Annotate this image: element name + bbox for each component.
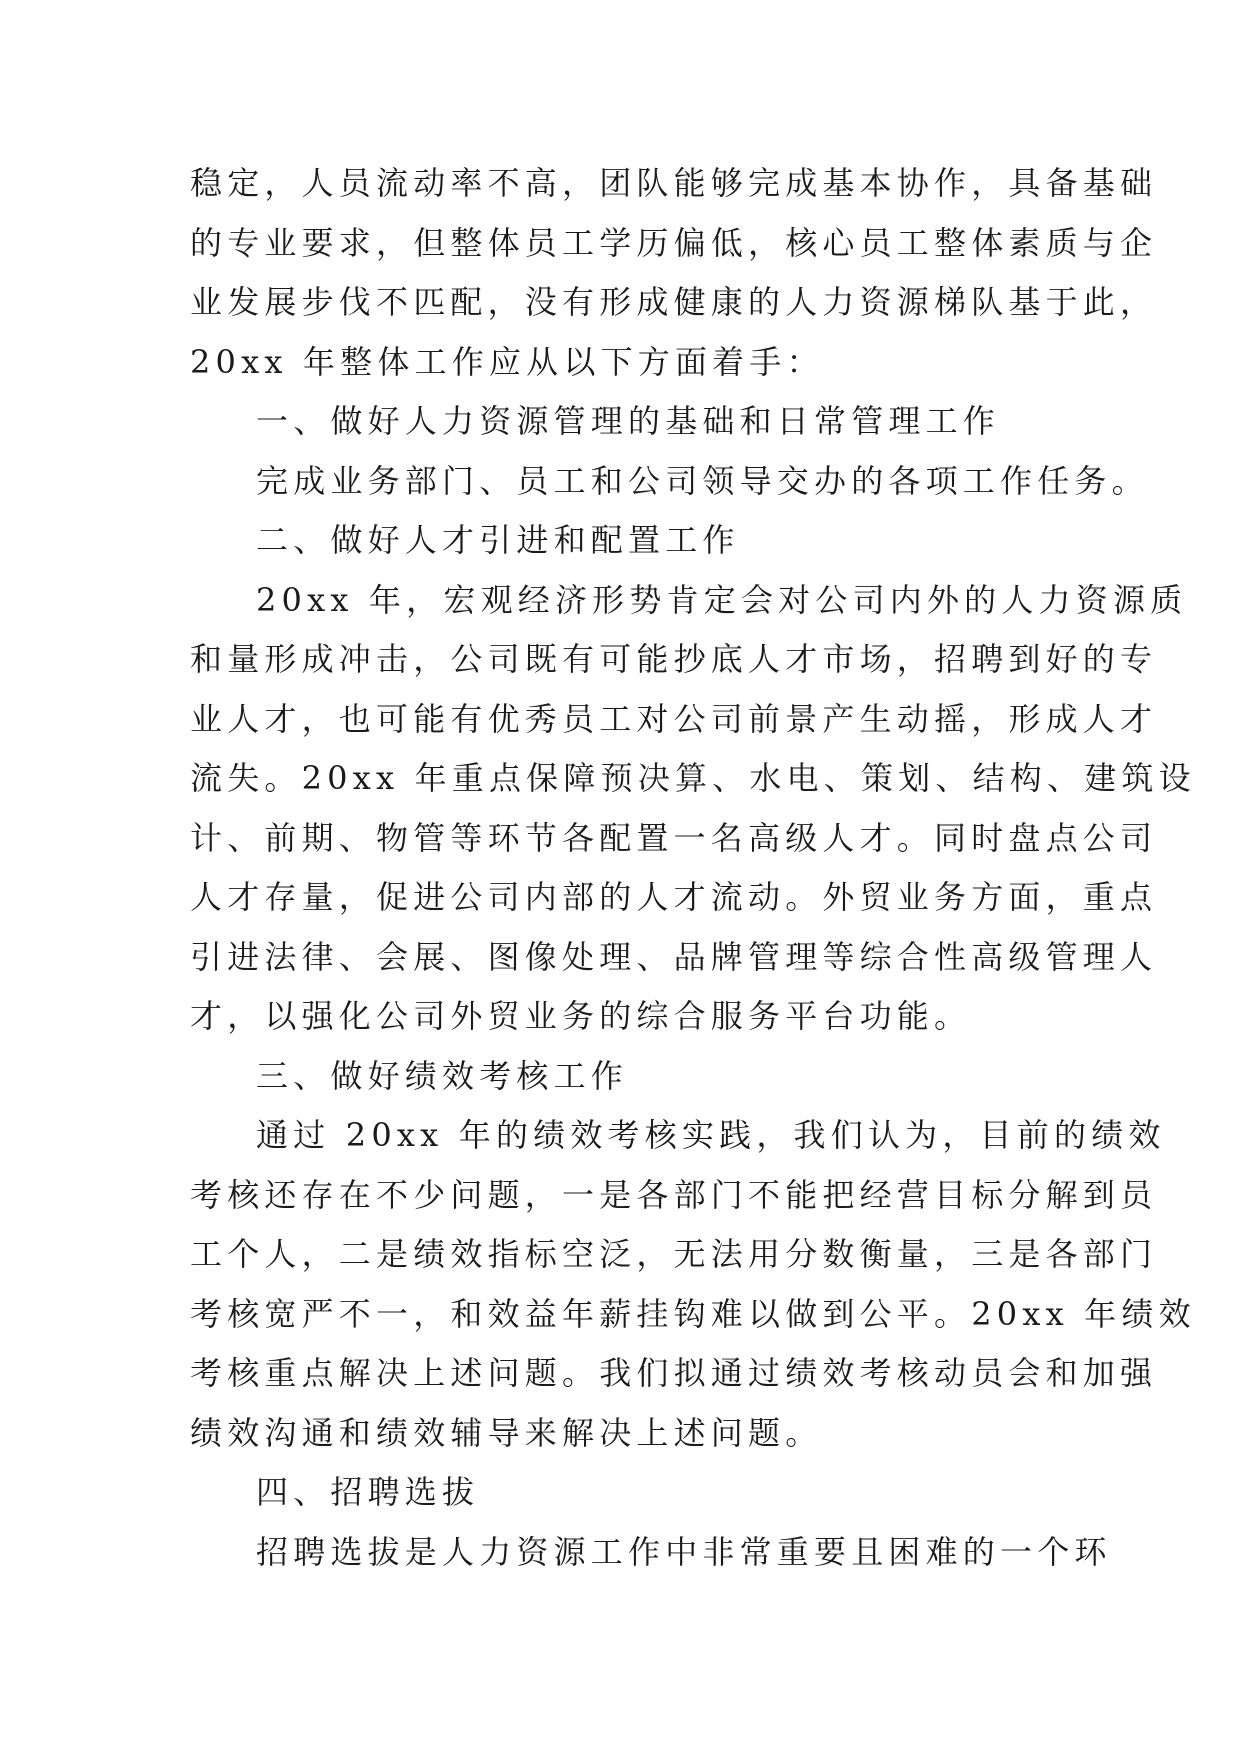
paragraph-line: 引进法律、会展、图像处理、品牌管理等综合性高级管理人 (190, 937, 1158, 976)
paragraph-line-indented: 通过 20xx 年的绩效考核实践，我们认为，目前的绩效 (256, 1116, 1166, 1154)
paragraph-line: 的专业要求，但整体员工学历偏低，核心员工整体素质与企 (190, 223, 1158, 262)
paragraph-line: 考核还存在不少问题，一是各部门不能把经营目标分解到员 (190, 1175, 1158, 1214)
paragraph-line: 业发展步伐不匹配，没有形成健康的人力资源梯队基于此， (190, 283, 1158, 321)
paragraph-line-indented: 二、做好人才引进和配置工作 (256, 521, 740, 559)
paragraph-line-indented: 20xx 年，宏观经济形势肯定会对公司内外的人力资源质 (256, 580, 1188, 619)
paragraph-line-indented: 三、做好绩效考核工作 (256, 1056, 629, 1095)
paragraph-line-indented: 招聘选拔是人力资源工作中非常重要且困难的一个环 (256, 1532, 1112, 1571)
paragraph-line: 人才存量，促进公司内部的人才流动。外贸业务方面，重点 (190, 878, 1158, 916)
paragraph-line: 业人才，也可能有优秀员工对公司前景产生动摇，形成人才 (190, 699, 1158, 738)
paragraph-line-indented: 一、做好人力资源管理的基础和日常管理工作 (256, 402, 1001, 440)
paragraph-line: 流失。20xx 年重点保障预决算、水电、策划、结构、建筑设 (190, 759, 1196, 797)
paragraph-line: 工个人，二是绩效指标空泛，无法用分数衡量，三是各部门 (190, 1235, 1158, 1273)
paragraph-line: 计、前期、物管等环节各配置一名高级人才。同时盘点公司 (190, 818, 1158, 857)
paragraph-line-indented: 四、招聘选拔 (256, 1473, 480, 1511)
paragraph-line: 20xx 年整体工作应从以下方面着手： (190, 342, 824, 381)
paragraph-line-indented: 完成业务部门、员工和公司领导交办的各项工作任务。 (256, 461, 1149, 500)
paragraph-line: 绩效沟通和绩效辅导来解决上述问题。 (190, 1413, 823, 1452)
document-body (190, 154, 1196, 1582)
paragraph-line: 才，以强化公司外贸业务的综合服务平台功能。 (190, 997, 972, 1035)
paragraph-line: 稳定，人员流动率不高，团队能够完成基本协作，具备基础 (190, 164, 1158, 202)
paragraph-line: 考核宽严不一，和效益年薪挂钩难以做到公平。20xx 年绩效 (190, 1294, 1196, 1333)
paragraph-line: 和量形成冲击，公司既有可能抄底人才市场，招聘到好的专 (190, 640, 1158, 678)
paragraph-line: 考核重点解决上述问题。我们拟通过绩效考核动员会和加强 (190, 1354, 1158, 1392)
